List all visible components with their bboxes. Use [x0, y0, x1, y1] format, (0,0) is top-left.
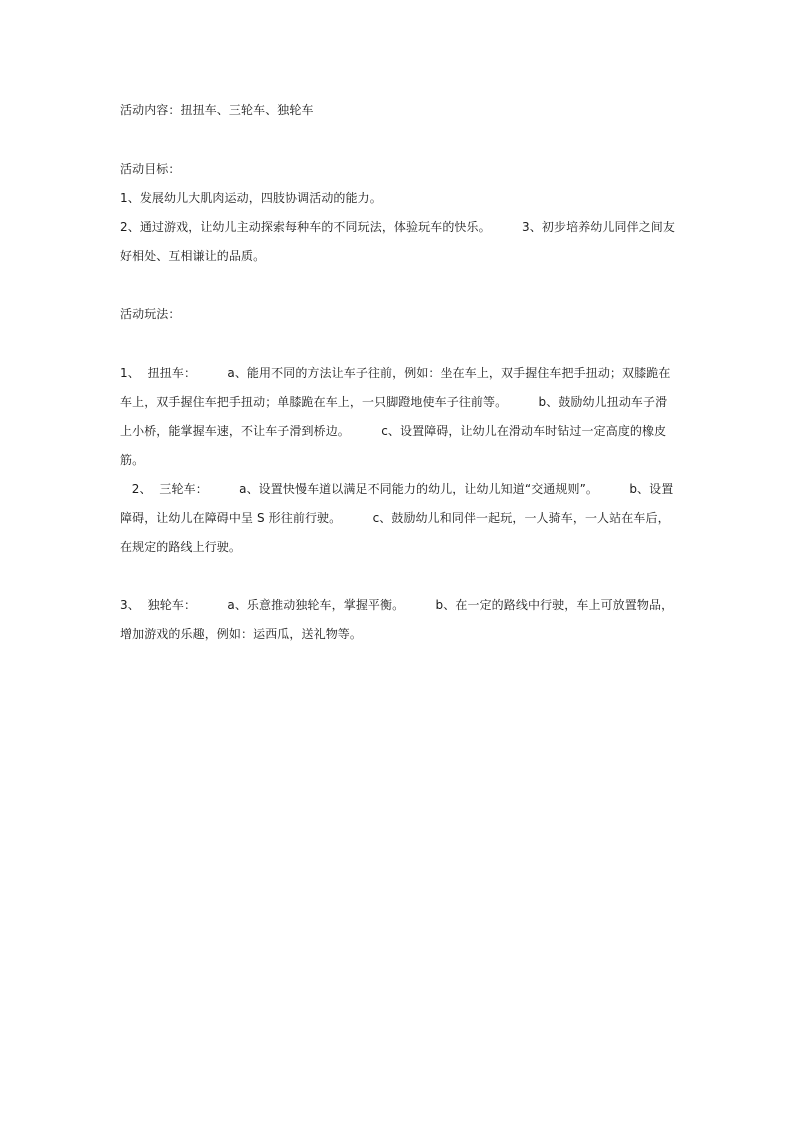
goal-2-and-3: 2、通过游戏，让幼儿主动探索每种车的不同玩法，体验玩车的快乐。 3、初步培养幼儿同伴之间友好相处、互相谦让的品质。	[120, 220, 675, 263]
play-item-unicycle: 3、 独轮车： a、乐意推动独轮车，掌握平衡。 b、在一定的路线中行驶，车上可放置物品，增加游戏的乐趣，例如：运西瓜，送礼物等。	[120, 598, 674, 641]
goals-heading: 活动目标：	[120, 162, 181, 176]
play-item-twist-car: 1、 扭扭车： a、能用不同的方法让车子往前，例如：坐在车上，双手握住车把手扭动；双膝跪在车上，双手握住车把手扭动；单膝跪在车上，一只脚蹬地使车子往前等。 b、鼓励幼儿扭动车子滑上小桥，能掌握车速，不让车子滑到桥边。 c、设置障碍，让幼儿在滑动车时钻过一定高度的橡皮筋。	[120, 366, 671, 467]
goal-1: 1、发展幼儿大肌肉运动，四肢协调活动的能力。	[120, 191, 382, 205]
play-heading: 活动玩法：	[120, 307, 181, 321]
activity-content-line: 活动内容：扭扭车、三轮车、独轮车	[120, 103, 314, 117]
play-item-tricycle: 2、 三轮车： a、设置快慢车道以满足不同能力的幼儿，让幼儿知道“交通规则”。 b、设置障碍，让幼儿在障碍中呈 S 形往前行驶。 c、鼓励幼儿和同伴一起玩，一人骑车，一人站在车后，在规定的路线上行驶。	[120, 482, 674, 554]
